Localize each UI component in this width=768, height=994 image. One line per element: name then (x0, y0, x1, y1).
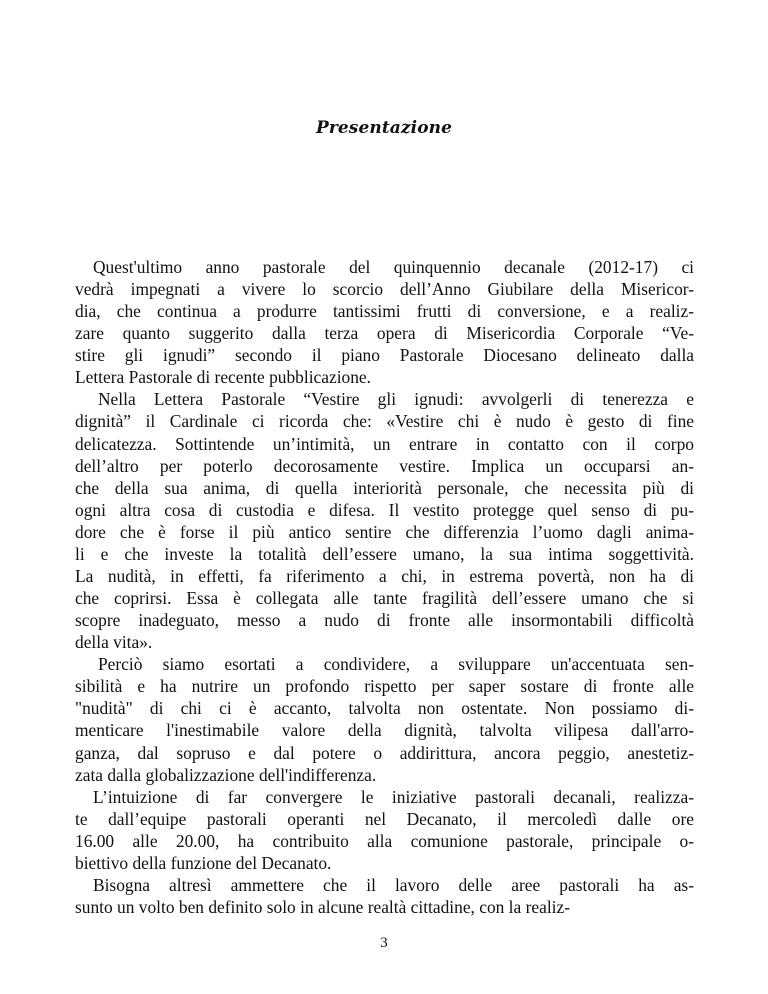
text-line: vedrà impegnati a vivere lo scorcio dell’Anno Giubilare della Misericor- (75, 279, 694, 299)
text-line: zare quanto suggerito dalla terza opera di Misericordia Corporale “Ve- (75, 323, 694, 343)
text-line: ganza, dal sopruso e dal potere o addirittura, ancora peggio, anestetiz- (75, 743, 694, 763)
text-line: dell’altro per poterlo decorosamente vestire. Implica un occuparsi an- (75, 456, 694, 476)
text-line: sunto un volto ben definito solo in alcune realtà cittadine, con la realiz- (75, 897, 570, 917)
text-line: stire gli ignudi” secondo il piano Pastorale Diocesano delineato dalla (75, 345, 694, 365)
text-line: 16.00 alle 20.00, ha contribuito alla comunione pastorale, principale o- (75, 831, 694, 851)
text-line: sibilità e ha nutrire un profondo rispetto per saper sostare di fronte alle (75, 676, 694, 696)
text-line: della vita». (75, 632, 153, 652)
text-line: Perciò siamo esortati a condividere, a sviluppare un'accentuata sen- (98, 654, 694, 674)
page-title: Presentazione (315, 118, 453, 138)
text-line: menticare l'inestimabile valore della dignità, talvolta vilipesa dall'arro- (75, 720, 694, 740)
text-line: dore che è forse il più antico sentire che differenzia l’uomo dagli anima- (75, 522, 694, 542)
text-line: dignità” il Cardinale ci ricorda che: «Vestire chi è nudo è gesto di fine (75, 411, 694, 431)
text-line: L’intuizione di far convergere le iniziative pastorali decanali, realizza- (93, 787, 694, 807)
text-line: li e che investe la totalità dell’essere umano, la sua intima soggettività. (75, 544, 694, 564)
text-line: ogni altra cosa di custodia e difesa. Il vestito protegge quel senso di pu- (75, 500, 694, 520)
text-line: Bisogna altresì ammettere che il lavoro delle aree pastorali ha as- (93, 875, 694, 895)
text-line: scopre inadeguato, messo a nudo di fronte alle insormontabili difficoltà (75, 610, 694, 630)
text-line: te dall’equipe pastorali operanti nel Decanato, il mercoledì dalle ore (75, 809, 694, 829)
page-number: 3 (380, 935, 388, 951)
text-line: biettivo della funzione del Decanato. (75, 853, 332, 873)
text-line: zata dalla globalizzazione dell'indifferenza. (75, 765, 377, 785)
text-line: che della sua anima, di quella interiorità personale, che necessita più di (75, 478, 694, 498)
text-line: che coprirsi. Essa è collegata alle tante fragilità dell’essere umano che si (75, 588, 694, 608)
text-line: "nudità" di chi ci è accanto, talvolta non ostentate. Non possiamo di- (75, 698, 694, 718)
text-line: La nudità, in effetti, fa riferimento a chi, in estrema povertà, non ha di (75, 566, 694, 586)
text-line: Nella Lettera Pastorale “Vestire gli ignudi: avvolgerli di tenerezza e (98, 389, 694, 409)
text-line: Lettera Pastorale di recente pubblicazione. (75, 367, 371, 387)
text-line: delicatezza. Sottintende un’intimità, un entrare in contatto con il corpo (75, 434, 694, 454)
text-line: Quest'ultimo anno pastorale del quinquennio decanale (2012-17) ci (93, 257, 694, 277)
text-line: dia, che continua a produrre tantissimi frutti di conversione, e a realiz- (75, 301, 694, 321)
